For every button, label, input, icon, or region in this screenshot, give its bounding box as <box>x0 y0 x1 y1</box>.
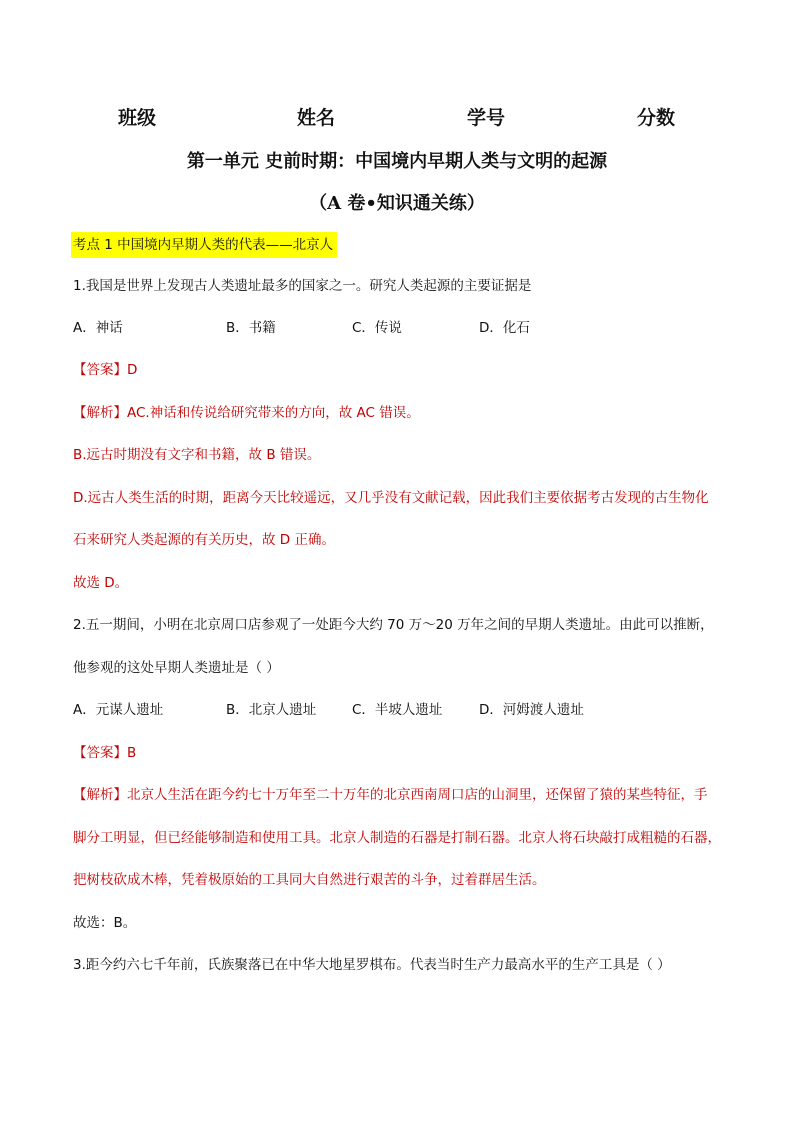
question-1-analysis-line: B.远古时期没有文字和书籍，故 B 错误。 <box>73 447 321 463</box>
question-1-analysis-line: 【解析】AC.神话和传说给研究带来的方向，故 AC 错误。 <box>73 405 420 421</box>
question-2-option-c: C．半坡人遗址 <box>352 702 443 718</box>
question-2-option-a: A．元谋人遗址 <box>73 702 164 718</box>
question-2-conclusion: 故选：B。 <box>73 915 137 931</box>
question-3-stem: 3.距今约六七千年前，氏族聚落已在中华大地星罗棋布。代表当时生产力最高水平的生产工具是（ ） <box>73 957 671 973</box>
question-1-stem: 1.我国是世界上发现古人类遗址最多的国家之一。研究人类起源的主要证据是 <box>73 278 532 294</box>
name-label: 姓名 <box>297 107 336 129</box>
question-1-option-d: D．化石 <box>479 320 530 336</box>
question-1-option-c: C．传说 <box>352 320 402 336</box>
question-1-option-b: B．书籍 <box>226 320 276 336</box>
student-no-label: 学号 <box>467 107 506 129</box>
question-2-analysis-line: 把树枝砍成木棒，凭着极原始的工具同大自然进行艰苦的斗争，过着群居生活。 <box>73 872 546 888</box>
question-1-analysis-line: 石来研究人类起源的有关历史，故 D 正确。 <box>73 532 335 548</box>
question-2-stem: 2.五一期间，小明在北京周口店参观了一处距今大约 70 万～20 万年之间的早期人类遗址。由此可以推断， <box>73 617 714 633</box>
question-1-analysis-line: D.远古人类生活的时期，距离今天比较遥远，又几乎没有文献记载，因此我们主要依据考古发现的古生物化 <box>73 490 709 506</box>
question-2-analysis-line: 【解析】北京人生活在距今约七十万年至二十万年的北京西南周口店的山洞里，还保留了猿的某些特征，手 <box>73 787 708 803</box>
page-title: 第一单元 史前时期：中国境内早期人类与文明的起源 <box>186 151 608 172</box>
student-info-row <box>0 103 794 131</box>
question-2-answer: 【答案】B <box>73 745 137 761</box>
question-1-option-a: A．神话 <box>73 320 123 336</box>
score-label: 分数 <box>637 107 676 129</box>
section-heading: 考点 1 中国境内早期人类的代表——北京人 <box>71 232 337 258</box>
question-2-option-d: D．河姆渡人遗址 <box>479 702 584 718</box>
question-2-option-b: B．北京人遗址 <box>226 702 317 718</box>
question-2-stem: 他参观的这处早期人类遗址是（ ） <box>73 660 280 676</box>
question-2-analysis-line: 脚分工明显，但已经能够制造和使用工具。北京人制造的石器是打制石器。北京人将石块敲打成粗糙的石器， <box>73 830 721 846</box>
question-1-answer: 【答案】D <box>73 362 138 378</box>
question-1-analysis-line: 故选 D。 <box>73 575 129 591</box>
class-label: 班级 <box>118 107 157 129</box>
page-subtitle: （A 卷•知识通关练） <box>309 193 485 214</box>
